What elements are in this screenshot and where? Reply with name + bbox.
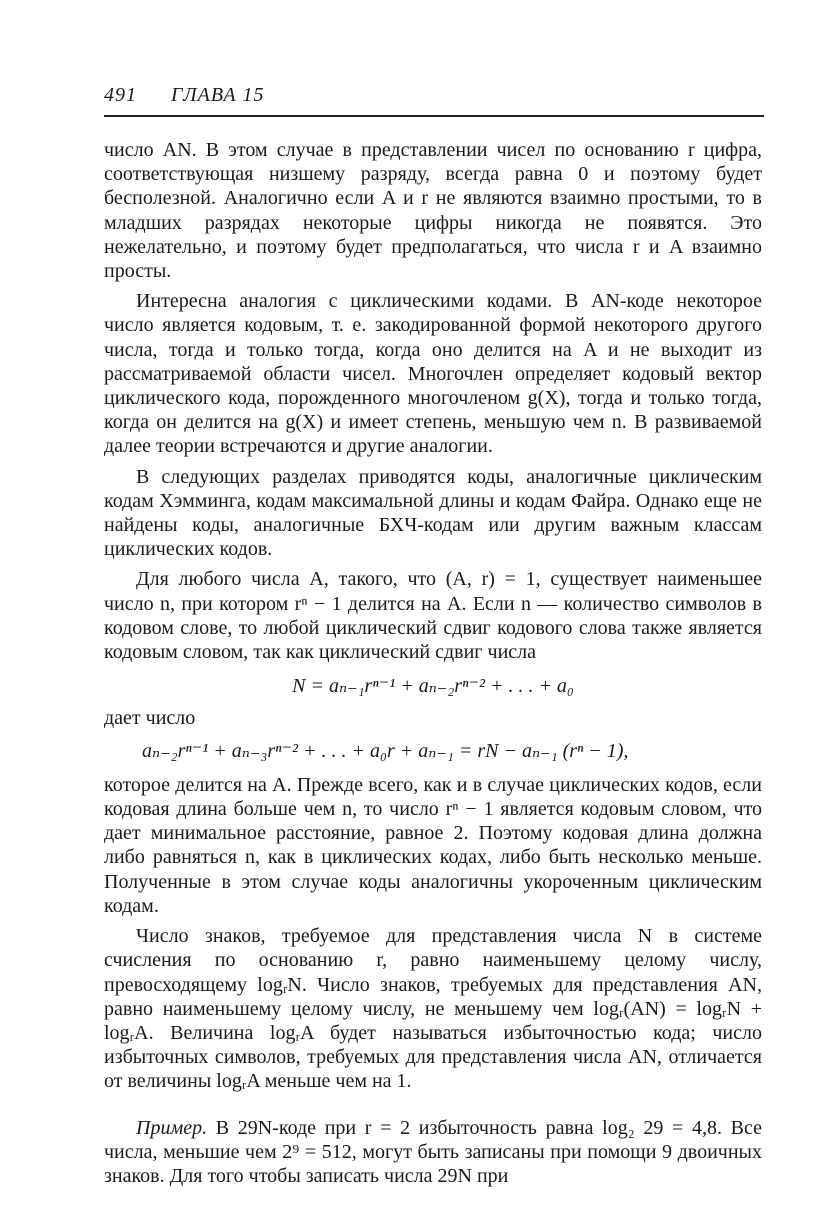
spacer: [104, 1094, 762, 1116]
header-rule: [104, 115, 764, 117]
paragraph: которое делится на A. Прежде всего, как и в случае циклических кодов, если кодовая длина больше чем n, то число rⁿ − 1 является кодовым словом, что дает минимальное расстояние, равное 2. Поэтому кодовая длина должна либо равняться n, как в циклических кодах, либо быть несколько меньше. Полученные в этом случае коды аналогичны укороченным циклическим кодам.: [104, 773, 762, 917]
formula-number-n: N = aₙ₋₁rⁿ⁻¹ + aₙ₋₂rⁿ⁻² + . . . + a₀: [292, 675, 574, 698]
chapter-title: ГЛАВА 15: [171, 84, 265, 106]
example-paragraph: [104, 1116, 762, 1189]
paragraph: Интересна аналогия с циклическими кодами. В AN-коде некоторое число является кодовым, т. е. закодированной формой некоторого другого числа, тогда и только тогда, когда оно делится на A и не выходит из рассматриваемой области чисел. Многочлен определяет кодовый вектор циклического кода, порожденного многочленом g(X), тогда и только тогда, когда он делится на g(X) и имеет степень, меньшую чем n. В развиваемой далее теории встречаются и другие аналогии.: [104, 290, 762, 458]
paragraph: Для любого числа A, такого, что (A, r) = 1, существует наименьшее число n, при котором rⁿ − 1 делится на A. Если n — количество символов в кодовом слове, то любой циклический сдвиг кодового слова также является кодовым словом, так как циклический сдвиг числа: [104, 568, 762, 664]
page-body: [104, 138, 762, 1188]
paragraph: В следующих разделах приводятся коды, аналогичные циклическим кодам Хэмминга, кодам максимальной длины и кодам Файра. Однако еще не найдены коды, аналогичные БХЧ-кодам или другим важным классам циклических кодов.: [104, 465, 762, 561]
page-number: 491: [104, 84, 137, 106]
example-text: В 29N-коде при r = 2 избыточность равна log₂ 29 = 4,8. Все числа, меньшие чем 2⁹ = 512, могут быть записаны при помощи 9 двоичных знаков. Для того чтобы записать числа 29N при: [104, 1116, 763, 1187]
paragraph: число AN. В этом случае в представлении чисел по основанию r цифра, соответствующая низшему разряду, всегда равна 0 и поэтому будет бесполезной. Аналогично если A и r не являются взаимно простыми, то в младших разрядах некоторые цифры никогда не появятся. Это нежелательно, и поэтому будет предполагаться, что числа r и A взаимно просты.: [104, 139, 762, 283]
paragraph: Число знаков, требуемое для представления числа N в системе счисления по основанию r, равно наименьшему целому числу, превосходящему logᵣN. Число знаков, требуемых для представления AN, равно наименьшему целому числу, не меньшему чем logᵣ(AN) = logᵣN + logᵣA. Величина logᵣA будет называться избыточностью кода; число избыточных символов, требуемых для представления числа AN, отличается от величины logᵣA меньше чем на 1.: [104, 925, 762, 1093]
formula-shifted-number: aₙ₋₂rⁿ⁻¹ + aₙ₋₃rⁿ⁻² + . . . + a₀r + aₙ₋₁ = rN − aₙ₋₁ (rⁿ − 1),: [142, 739, 629, 762]
paragraph-lead: дает число: [104, 707, 196, 730]
example-label: Пример.: [136, 1116, 208, 1139]
page-header: [104, 84, 762, 107]
